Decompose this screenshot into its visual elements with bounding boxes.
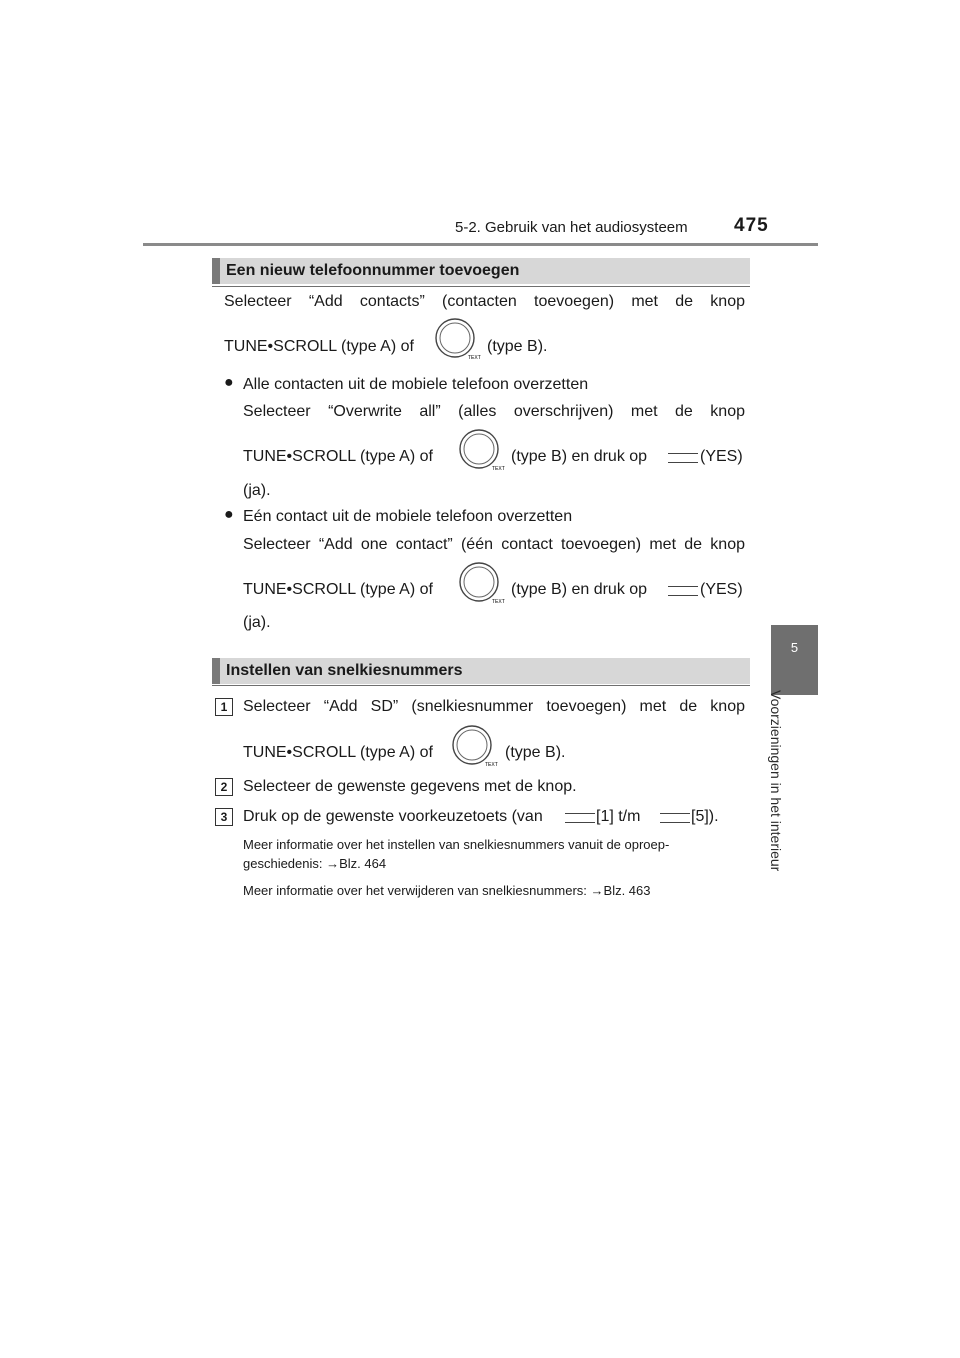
step-line: Selecteer “Add SD” (snelkiesnummer toevoegen) met de knop: [243, 698, 745, 715]
intro-line-tune: TUNE•SCROLL (type A) of: [224, 338, 414, 355]
section-heading-add-number: Een nieuw telefoonnummer toevoegen: [212, 258, 750, 284]
preset-key-icon: [668, 453, 698, 463]
tune-knob-icon: [452, 725, 498, 768]
knob-text-label: TEXT: [485, 762, 498, 768]
note-line: geschiedenis: →Blz. 464: [243, 856, 387, 871]
intro-line-typeb: (type B).: [487, 338, 548, 355]
chapter-title-vertical: [768, 690, 807, 890]
preset-key-icon: [668, 586, 698, 596]
page-number: 475: [734, 215, 769, 236]
intro-line: Selecteer “Add contacts” (contacten toevoegen) met de knop: [224, 293, 745, 310]
note-line: Meer informatie over het verwijderen van snelkiesnummers: →Blz. 463: [243, 883, 651, 898]
step-line-range: [1] t/m: [596, 808, 641, 825]
bullet-line: Selecteer “Add one contact” (één contact toevoegen) met de knop: [243, 536, 745, 553]
bullet-line-yes: (YES): [700, 448, 743, 465]
bullet-title: Eén contact uit de mobiele telefoon overzetten: [243, 508, 573, 525]
tune-knob-icon: [459, 429, 505, 472]
bullet-icon: ●: [224, 506, 234, 523]
bullet-line-ja: (ja).: [243, 482, 271, 499]
step-number-box: 2: [215, 778, 233, 796]
bullet-line-ja: (ja).: [243, 614, 271, 631]
step-line-tune: TUNE•SCROLL (type A) of: [243, 744, 433, 761]
step-line-end: [5]).: [691, 808, 719, 825]
bullet-title: Alle contacten uit de mobiele telefoon overzetten: [243, 376, 589, 393]
knob-text-label: TEXT: [468, 355, 481, 361]
header-rule: [143, 243, 818, 246]
bullet-line-yes: (YES): [700, 581, 743, 598]
step-line: Druk op de gewenste voorkeuzetoets (van: [243, 808, 543, 825]
section-underline: [212, 286, 750, 287]
note-line: Meer informatie over het instellen van snelkiesnummers vanuit de oproep-: [243, 837, 670, 852]
knob-text-label: TEXT: [492, 466, 505, 472]
preset-key-icon: [660, 813, 690, 823]
bullet-line-press: (type B) en druk op: [511, 448, 648, 465]
step-line: Selecteer de gewenste gegevens met de knop.: [243, 778, 577, 795]
section-heading-speed-dial: Instellen van snelkiesnummers: [212, 658, 750, 684]
bullet-line-press: (type B) en druk op: [511, 581, 648, 598]
tune-knob-icon: [435, 318, 481, 361]
step-line-typeb: (type B).: [505, 744, 566, 761]
step-number-box: 1: [215, 698, 233, 716]
preset-key-icon: [565, 813, 595, 823]
bullet-line-tune: TUNE•SCROLL (type A) of: [243, 581, 433, 598]
tune-knob-icon: [459, 562, 505, 605]
bullet-line: Selecteer “Overwrite all” (alles overschrijven) met de knop: [243, 403, 745, 420]
bullet-icon: ●: [224, 374, 234, 391]
chapter-tab: [771, 625, 818, 695]
step-number-box: 3: [215, 808, 233, 826]
section-underline: [212, 685, 750, 686]
bullet-line-tune: TUNE•SCROLL (type A) of: [243, 448, 433, 465]
header-section-title: 5-2. Gebruik van het audiosysteem: [455, 219, 688, 236]
chapter-number: 5: [790, 640, 799, 655]
knob-text-label: TEXT: [492, 599, 505, 605]
chapter-title: Voorzieningen in het interieur: [768, 690, 784, 872]
